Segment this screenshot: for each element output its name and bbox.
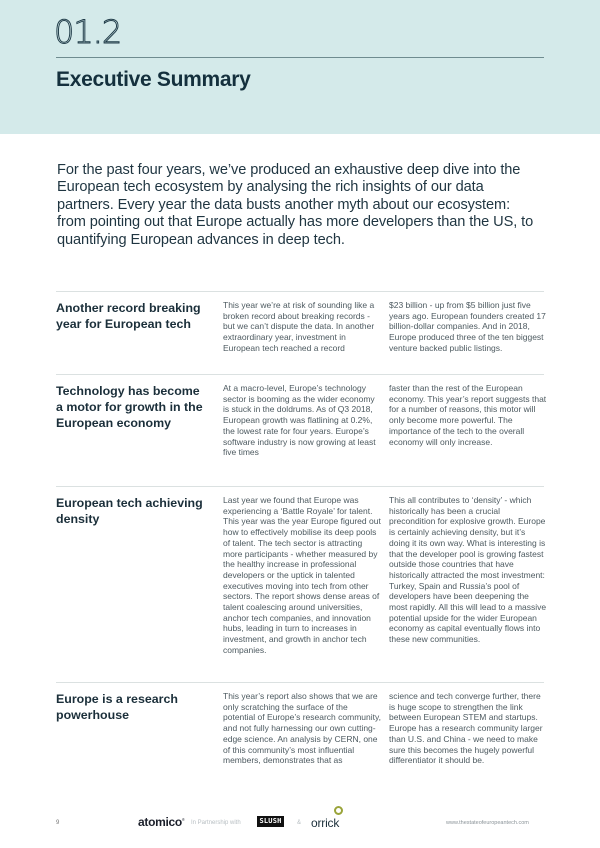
section-body-col2: science and tech converge further, there is huge scope to strengthen the link between European STEM and startups. Europe has a research community larger than U.S. and China - we need to make sure this becomes the hugely powerful differentiator it should be.	[389, 691, 543, 766]
intro-paragraph: For the past four years, we’ve produced an exhaustive deep dive into the European tech ecosystem by analysing the rich insights of our data partners. Every year the data busts another myth about our ecosystem: from pointing out that Europe actually has more developers than the US, to quantifying European advances in deep tech.	[57, 162, 534, 248]
section-body-col2: faster than the rest of the European economy. This year’s report suggests that for a number of reasons, this motor will only become more powerful. The importance of the tech to the overall economy will only increase.	[389, 383, 547, 447]
header-band	[0, 0, 600, 134]
page-number: 9	[56, 820, 60, 826]
section-divider	[56, 682, 544, 683]
section-heading: Technology has become a motor for growth in the European economy	[56, 384, 203, 430]
website-link[interactable]: www.thestateofeuropeantech.com	[446, 820, 529, 826]
registered-mark: ®	[181, 817, 185, 822]
section-body-col2: $23 billion - up from $5 billion just five years ago. European founders created 17 billion-dollar companies. And in 2018, Europe produced three of the ten biggest venture backed public listings.	[389, 300, 546, 353]
section-body-col1: This year’s report also shows that we are only scratching the surface of the potential of Europe’s research community, and not fully harnessing our own cutting-edge science. An analysis by CERN, one of this community’s most influential members, demonstrates that as	[223, 691, 381, 766]
section-divider	[56, 486, 544, 487]
section-body-col1: This year we’re at risk of sounding like a broken record about breaking records - but we can’t dispute the data. In another extraordinary year, investment in European tech reached a record	[223, 300, 375, 353]
section-divider	[56, 291, 544, 292]
atomico-logo-text: atomico	[138, 815, 182, 829]
footer	[0, 810, 600, 840]
slush-logo: SLUSH	[257, 816, 284, 827]
section-heading: Another record breaking year for European tech	[56, 301, 201, 331]
section-heading: Europe is a research powerhouse	[56, 692, 178, 722]
header-divider	[56, 57, 544, 58]
section-number: 01.2	[54, 13, 122, 51]
ampersand: &	[297, 820, 302, 826]
partnership-label: In Partnership with	[191, 820, 241, 826]
section-heading: European tech achieving density	[56, 496, 203, 526]
section-divider	[56, 374, 544, 375]
page-title: Executive Summary	[56, 68, 251, 91]
section-body-col1: Last year we found that Europe was experiencing a ‘Battle Royale’ for talent. This year was the year Europe figured out how to effectively mobilise its deep pools of talent. The tech sector is attracting more participants - whether measured by the healthy increase in professional developers or the uptick in talented executives moving into tech from other sectors. The report shows dense areas of talent coalescing around universities, anchor tech companies, and innovation hubs, leading in turn to increases in investment, and growth in anchor tech companies.	[223, 495, 381, 655]
atomico-logo	[138, 815, 185, 829]
section-body-col2: This all contributes to ‘density’ - which historically has been a crucial precondition for explosive growth. Europe is certainly achieving density, but it’s doing it its own way. What is interesting is that the developer pool is growing fastest outside those countries that have historically attracted the most investment: Turkey, Spain and Russia’s pool of developers have been deepening the most rapidly. All this will lead to a massive potential upside for the wider European economy as capital eventually flows into these new communities.	[389, 495, 547, 645]
section-body-col1: At a macro-level, Europe’s technology sector is booming as the wider economy is stuck in the doldrums. As of Q3 2018, European growth was flatlining at 0.2%, the lowest rate for four years. Europe’s software industry is now growing at least five times	[223, 383, 376, 458]
orrick-ring-icon	[334, 806, 343, 815]
orrick-logo: orrick	[311, 816, 340, 830]
